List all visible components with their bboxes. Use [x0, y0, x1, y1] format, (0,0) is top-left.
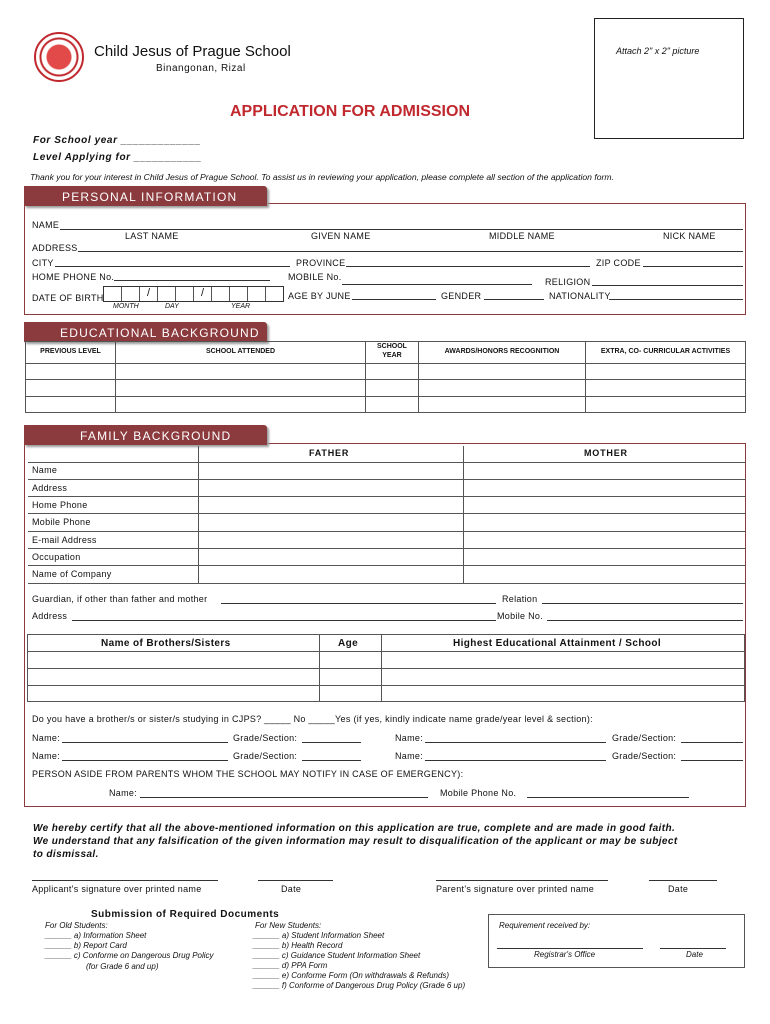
city-input[interactable] — [55, 266, 290, 267]
old-req-note: (for Grade 6 and up) — [86, 962, 159, 971]
province-label: PROVINCE — [296, 258, 346, 268]
sibling1-name-input[interactable] — [62, 742, 228, 743]
new-req-c[interactable]: ______ c) Guidance Student Information Sheet — [253, 951, 421, 960]
applicant-signature-label: Applicant's signature over printed name — [32, 884, 202, 894]
emergency-mobile-label: Mobile Phone No. — [440, 788, 517, 798]
dob-label: DATE OF BIRTH — [32, 293, 104, 303]
last-name-label: LAST NAME — [125, 231, 179, 241]
guardian-label: Guardian, if other than father and mother — [32, 594, 208, 604]
new-req-f[interactable]: ______ f) Conforme of Dangerous Drug Policy (Grade 6 up) — [253, 981, 466, 990]
col-school-attended: SCHOOL ATTENDED — [205, 348, 276, 355]
col-school-year-1: SCHOOL — [377, 343, 407, 350]
family-heading: FAMILY BACKGROUND — [24, 425, 267, 445]
mobile-input[interactable] — [342, 284, 532, 285]
sibling4-name-input[interactable] — [425, 760, 606, 761]
col-school-year-2: YEAR — [382, 352, 402, 359]
guardian-address-input[interactable] — [72, 620, 496, 621]
parent-signature-label: Parent's signature over printed name — [436, 884, 595, 894]
sibling2-grade-input[interactable] — [681, 742, 743, 743]
sibling3-grade-input[interactable] — [302, 760, 361, 761]
sibling4-grade-input[interactable] — [681, 760, 743, 761]
old-students-title: For Old Students: — [45, 921, 108, 930]
applicant-signature-line[interactable] — [32, 880, 218, 881]
school-seal — [34, 32, 84, 82]
certify-line-1: We hereby certify that all the above-mentioned information on this application are true, complete and are made in good faith. — [33, 823, 676, 834]
cjps-question: Do you have a brother/s or sister/s studying in CJPS? _____ No _____Yes (if yes, kindly indicate name grade/year level & section): — [32, 714, 593, 724]
month-label: MONTH — [113, 303, 139, 310]
personal-heading: PERSONAL INFORMATION — [24, 186, 267, 206]
emergency-name-label: Name: — [109, 788, 138, 798]
nick-name-label: NICK NAME — [663, 231, 716, 241]
received-label: Requirement received by: — [499, 921, 591, 930]
col-awards: AWARDS/HONORS RECOGNITION — [444, 348, 560, 355]
row-mobile-phone: Mobile Phone — [32, 517, 91, 527]
parent-date-label: Date — [668, 884, 689, 894]
emergency-name-input[interactable] — [140, 797, 428, 798]
father-header: FATHER — [309, 448, 350, 458]
guardian-input[interactable] — [221, 603, 496, 604]
parent-signature-line[interactable] — [436, 880, 608, 881]
row-company: Name of Company — [32, 569, 112, 579]
certify-line-2: We understand that any falsification of the given information may result to disqualification of the applicant or may be subject — [33, 836, 678, 847]
relation-label: Relation — [502, 594, 538, 604]
guardian-mobile-label: Mobile No. — [497, 611, 544, 621]
mother-header: MOTHER — [584, 448, 628, 458]
school-location: Binangonan, Rizal — [156, 63, 246, 74]
parent-date-line[interactable] — [649, 880, 717, 881]
address-label: ADDRESS — [32, 243, 78, 253]
registrar-signature-line[interactable] — [497, 948, 643, 949]
row-email: E-mail Address — [32, 535, 97, 545]
address-input[interactable] — [78, 251, 743, 252]
row-occupation: Occupation — [32, 552, 81, 562]
level-field[interactable]: Level Applying for ___________ — [33, 152, 202, 163]
day-label: DAY — [165, 303, 179, 310]
sibling3-grade-label: Grade/Section: — [233, 751, 298, 761]
received-date-line[interactable] — [660, 948, 726, 949]
gender-input[interactable] — [484, 299, 544, 300]
photo-label: Attach 2" x 2" picture — [616, 46, 700, 56]
mobile-label: MOBILE No. — [288, 272, 342, 282]
sibling4-name-label: Name: — [395, 751, 424, 761]
school-name: Child Jesus of Prague School — [94, 43, 291, 60]
name-input[interactable] — [60, 229, 743, 230]
sibling2-name-label: Name: — [395, 733, 424, 743]
religion-label: RELIGION — [545, 277, 591, 287]
school-year-field[interactable]: For School year _____________ — [33, 135, 202, 146]
new-req-b[interactable]: ______ b) Health Record — [253, 941, 343, 950]
emergency-label: PERSON ASIDE FROM PARENTS WHOM THE SCHOOL MAY NOTIFY IN CASE OF EMERGENCY): — [32, 769, 464, 779]
new-students-title: For New Students: — [255, 921, 322, 930]
home-phone-input[interactable] — [114, 280, 270, 281]
dob-slash-2: / — [198, 287, 207, 299]
family-grid — [28, 446, 746, 584]
page-title: APPLICATION FOR ADMISSION — [230, 103, 470, 120]
sibling2-name-input[interactable] — [425, 742, 606, 743]
row-name: Name — [32, 465, 58, 475]
intro-text: Thank you for your interest in Child Jesus of Prague School. To assist us in reviewing your application, please complete all section of the application form. — [30, 172, 614, 182]
sib-col-name: Name of Brothers/Sisters — [101, 638, 231, 649]
row-address: Address — [32, 483, 68, 493]
sibling3-name-input[interactable] — [62, 760, 228, 761]
old-req-a[interactable]: ______ a) Information Sheet — [45, 931, 147, 940]
education-table — [25, 341, 746, 413]
col-previous-level: PREVIOUS LEVEL — [40, 348, 101, 355]
dob-slash-1: / — [144, 287, 153, 299]
applicant-date-line[interactable] — [258, 880, 333, 881]
home-phone-label: HOME PHONE No. — [32, 272, 115, 282]
gender-label: GENDER — [441, 291, 482, 301]
received-date-label: Date — [686, 950, 703, 959]
dob-input[interactable] — [103, 286, 284, 302]
guardian-address-label: Address — [32, 611, 68, 621]
new-req-d[interactable]: ______ d) PPA Form — [253, 961, 328, 970]
sib-col-age: Age — [338, 638, 359, 649]
nationality-label: NATIONALITY — [549, 291, 611, 301]
city-label: CITY — [32, 258, 54, 268]
old-req-c[interactable]: ______ c) Conforme on Dangerous Drug Policy — [45, 951, 214, 960]
sibling1-grade-label: Grade/Section: — [233, 733, 298, 743]
sib-col-education: Highest Educational Attainment / School — [453, 638, 662, 649]
old-req-b[interactable]: ______ b) Report Card — [45, 941, 127, 950]
year-label: YEAR — [231, 303, 251, 310]
education-heading: EDUCATIONAL BACKGROUND — [24, 322, 267, 342]
col-extra-curricular: EXTRA, CO- CURRICULAR ACTIVITIES — [600, 348, 731, 355]
requirements-heading: Submission of Required Documents — [91, 909, 280, 920]
guardian-mobile-input[interactable] — [547, 620, 743, 621]
zip-input[interactable] — [643, 266, 743, 267]
new-req-a[interactable]: ______ a) Student Information Sheet — [253, 931, 385, 940]
siblings-table — [27, 634, 745, 702]
received-box — [488, 914, 745, 968]
emergency-mobile-input[interactable] — [527, 797, 689, 798]
sibling4-grade-label: Grade/Section: — [612, 751, 677, 761]
new-req-e[interactable]: ______ e) Conforme Form (On withdrawals & Refunds) — [253, 971, 450, 980]
applicant-date-label: Date — [281, 884, 302, 894]
age-input[interactable] — [352, 299, 436, 300]
name-label: NAME — [32, 220, 60, 230]
relation-input[interactable] — [542, 603, 743, 604]
given-name-label: GIVEN NAME — [311, 231, 371, 241]
sibling2-grade-label: Grade/Section: — [612, 733, 677, 743]
sibling1-name-label: Name: — [32, 733, 61, 743]
province-input[interactable] — [346, 266, 590, 267]
sibling3-name-label: Name: — [32, 751, 61, 761]
age-label: AGE BY JUNE — [288, 291, 351, 301]
sibling1-grade-input[interactable] — [302, 742, 361, 743]
nationality-input[interactable] — [609, 299, 743, 300]
middle-name-label: MIDDLE NAME — [489, 231, 555, 241]
certify-line-3: to dismissal. — [33, 849, 99, 860]
registrar-label: Registrar's Office — [534, 950, 596, 959]
row-home-phone: Home Phone — [32, 500, 88, 510]
religion-input[interactable] — [592, 285, 743, 286]
photo-box[interactable] — [594, 18, 744, 139]
zip-label: ZIP CODE — [596, 258, 641, 268]
